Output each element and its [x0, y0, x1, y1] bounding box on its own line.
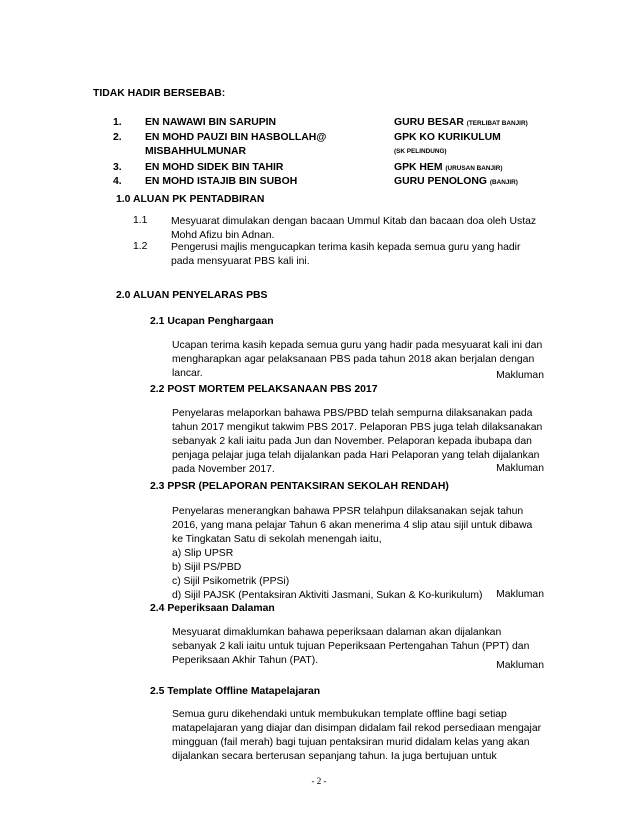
- text-line: matapelajaran yang diajar dan disimpan didalam fail rekod persediaan mengajar: [172, 723, 542, 734]
- status-label: Makluman: [496, 589, 544, 600]
- text-line: lancar.: [172, 368, 203, 379]
- absent-row-number: 3.: [113, 162, 122, 173]
- text-line: 2016, yang mana pelajar Tahun 6 akan menerima 4 slip atau sijil untuk dibawa: [172, 520, 533, 531]
- text-line: ke Tingkatan Satu di sekolah menengah iaitu,: [172, 534, 382, 545]
- status-label: Makluman: [496, 463, 544, 474]
- text-line: Peperiksaan Akhir Tahun (PAT).: [172, 655, 319, 666]
- subsection-2-2-text: [172, 407, 542, 477]
- absent-row-number: 1.: [113, 117, 122, 128]
- text-line: Ucapan terima kasih kepada semua guru yang hadir pada mesyuarat kali ini dan: [172, 340, 543, 351]
- text-line: dijalankan secara berterusan sepanjang tahun. Ia juga bertujuan untuk: [172, 751, 497, 762]
- item-number: 1.2: [133, 241, 148, 252]
- absent-row-name: EN NAWAWI BIN SARUPIN: [145, 117, 277, 128]
- text-line: penjaga pelajar juga telah dijalankan pada Hari Pelaporan yang telah dijalankan: [172, 450, 540, 461]
- item-text: [171, 215, 536, 243]
- text-line: a) Slip UPSR: [172, 548, 234, 559]
- text-line: pada November 2017.: [172, 464, 275, 475]
- subsection-2-1-heading: 2.1 Ucapan Penghargaan: [150, 316, 274, 327]
- text-line: tahun 2017 mengikut takwim PBS 2017. Pelaporan PBS juga telah dilaksanakan: [172, 422, 543, 433]
- subsection-2-5-text: [172, 708, 541, 764]
- text-line: Mesyuarat dimulakan dengan bacaan Ummul Kitab dan bacaan doa oleh Ustaz: [171, 216, 537, 227]
- role-title: GPK HEM: [394, 162, 443, 173]
- role-title: GURU BESAR: [394, 117, 464, 128]
- text-line: Pengerusi majlis mengucapkan terima kasih kepada semua guru yang hadir: [171, 242, 521, 253]
- absent-row-name: EN MOHD ISTAJIB BIN SUBOH: [145, 176, 298, 187]
- subsection-2-4-heading: 2.4 Peperiksaan Dalaman: [150, 603, 275, 614]
- text-line: sebanyak 2 kali iaitu pada Jun dan November. Pelaporan kepada ibubapa dan: [172, 436, 532, 447]
- status-label: Makluman: [496, 370, 544, 381]
- text-line: mengharapkan agar pelaksanaan PBS pada tahun 2018 akan berjalan dengan: [172, 354, 535, 365]
- text-line: b) Sijil PS/PBD: [172, 562, 242, 573]
- absent-row-name: EN MOHD PAUZI BIN HASBOLLAH@: [145, 132, 327, 143]
- text-line: Mohd Afizu bin Adnan.: [171, 230, 275, 241]
- absent-heading: TIDAK HADIR BERSEBAB:: [93, 88, 226, 99]
- role-note: (BANJIR): [489, 179, 518, 186]
- subsection-2-5-heading: 2.5 Template Offline Matapelajaran: [150, 686, 321, 697]
- status-label: Makluman: [496, 660, 544, 671]
- text-line: Penyelaras menerangkan bahawa PPSR telahpun dilaksanakan sejak tahun: [172, 506, 524, 517]
- section-2-heading: 2.0 ALUAN PENYELARAS PBS: [116, 290, 268, 301]
- absent-row-number: 4.: [113, 176, 122, 187]
- subsection-2-3-text: [172, 505, 532, 603]
- subsection-2-3-heading: 2.3 PPSR (PELAPORAN PENTAKSIRAN SEKOLAH RENDAH): [150, 481, 449, 492]
- text-line: Mesyuarat dimaklumkan bahawa peperiksaan dalaman akan dijalankan: [172, 627, 502, 638]
- text-line: pada mensyuarat PBS kali ini.: [171, 256, 310, 267]
- absent-row-role: [394, 176, 518, 187]
- text-line: sebanyak 2 kali iaitu untuk tujuan Peperiksaan Pertengahan Tahun (PPT) dan: [172, 641, 530, 652]
- subsection-2-1-text: [172, 339, 542, 381]
- role-note: (TERLIBAT BANJIR): [466, 120, 528, 127]
- subsection-2-4-text: [172, 626, 529, 668]
- role-note: (URUSAN BANJIR): [445, 165, 503, 172]
- item-number: 1.1: [133, 215, 148, 226]
- section-1-heading: 1.0 ALUAN PK PENTADBIRAN: [116, 194, 265, 205]
- absent-row-name-continued: MISBAHHULMUNAR: [145, 146, 247, 157]
- text-line: c) Sijil Psikometrik (PPSi): [172, 576, 290, 587]
- page-number: - 2 -: [311, 776, 327, 786]
- text-line: Penyelaras melaporkan bahawa PBS/PBD telah sempurna dilaksanakan pada: [172, 408, 533, 419]
- absent-row-role: [394, 117, 528, 128]
- absent-row-role: [394, 162, 503, 173]
- item-text: [171, 241, 520, 269]
- absent-row-role: GPK KO KURIKULUM: [394, 132, 501, 143]
- text-line: mingguan (fail merah) bagi tujuan pentaksiran murid didalam kelas yang akan: [172, 737, 530, 748]
- subsection-2-2-heading: 2.2 POST MORTEM PELAKSANAAN PBS 2017: [150, 384, 378, 395]
- role-title: GURU PENOLONG: [394, 176, 487, 187]
- text-line: Semua guru dikehendaki untuk membukukan template offline bagi setiap: [172, 709, 507, 720]
- absent-row-name: EN MOHD SIDEK BIN TAHIR: [145, 162, 284, 173]
- text-line: d) Sijil PAJSK (Pentaksiran Aktiviti Jasmani, Sukan & Ko-kurikulum): [172, 590, 483, 601]
- absent-row-note: (SK PELINDUNG): [394, 148, 447, 155]
- absent-row-number: 2.: [113, 132, 122, 143]
